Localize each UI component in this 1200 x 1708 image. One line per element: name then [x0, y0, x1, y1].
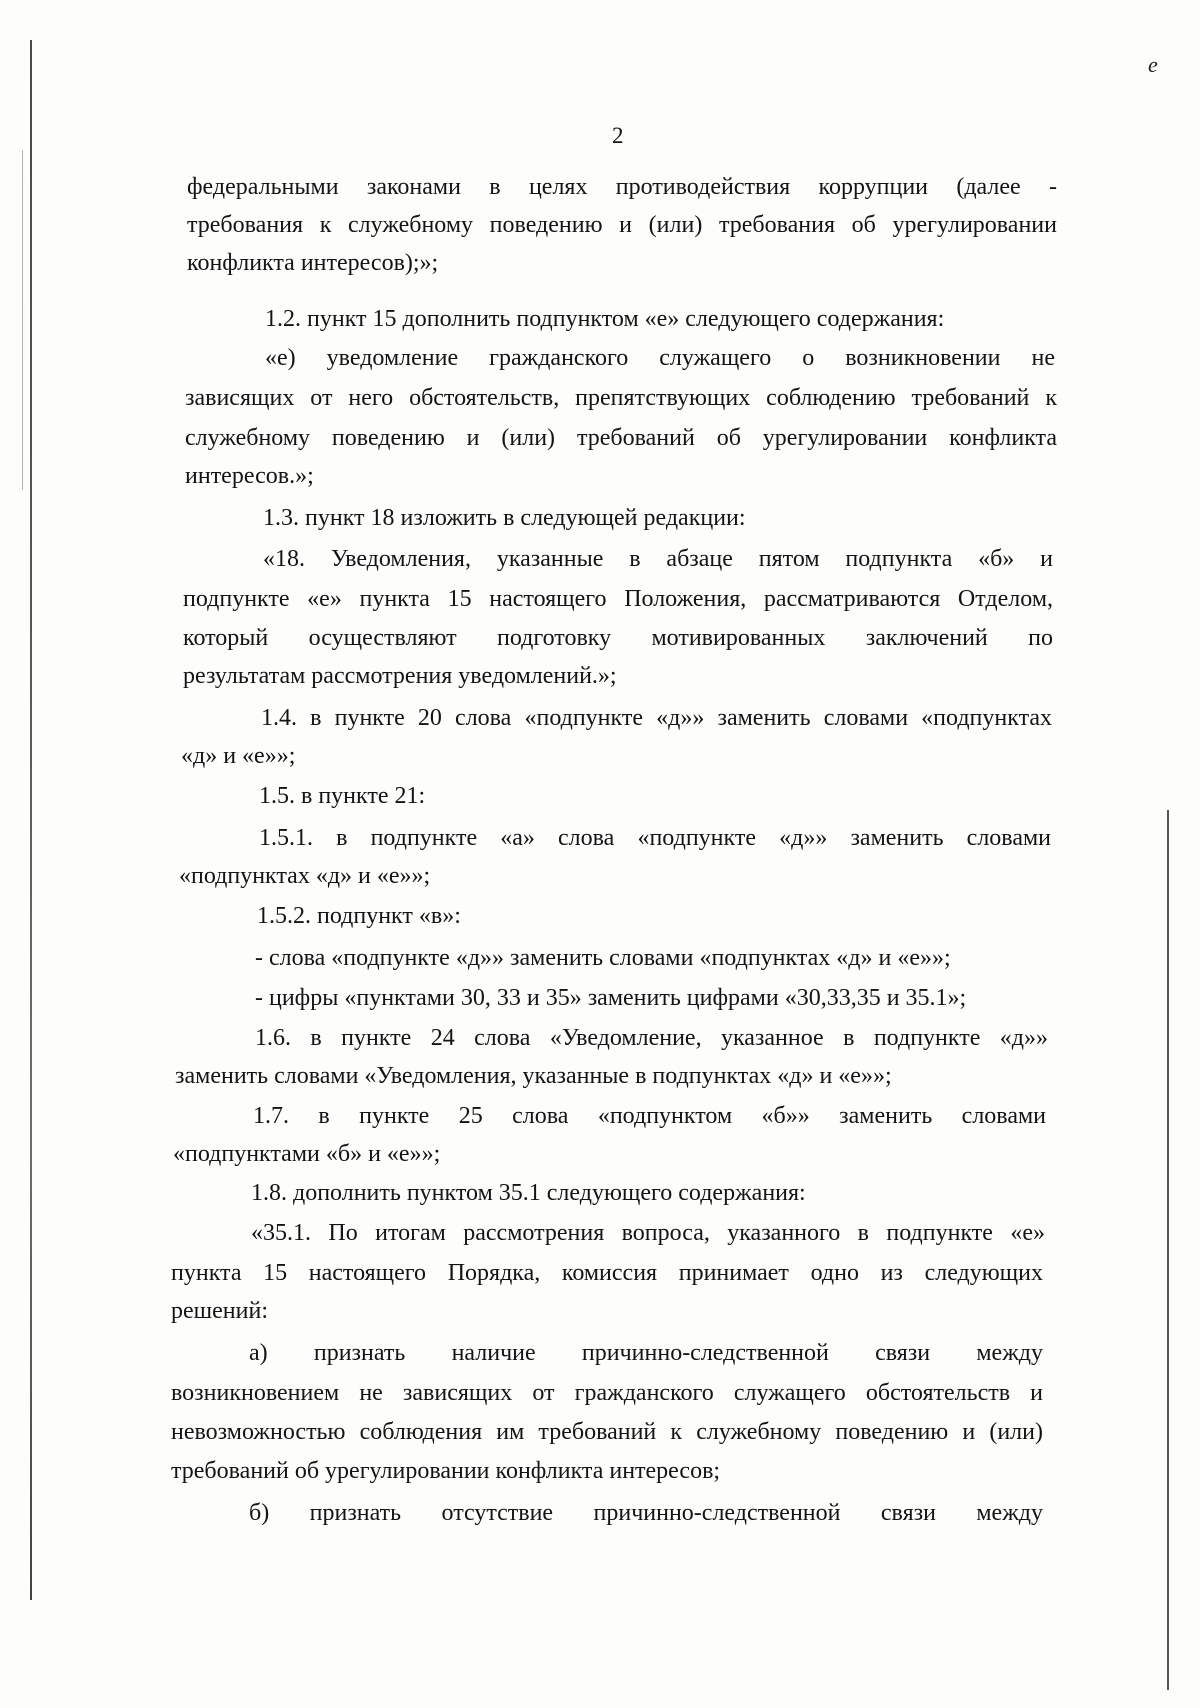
- text-line: «35.1. По итогам рассмотрения вопроса, указанного в подпункте «е»: [251, 1220, 1045, 1246]
- text-line: 1.7. в пункте 25 слова «подпунктом «б»» заменить словами: [253, 1103, 1046, 1129]
- text-line: требования к служебному поведению и (или) требования об урегулировании: [187, 212, 1057, 238]
- text-line: требований об урегулировании конфликта интересов;: [171, 1458, 721, 1484]
- page-number: 2: [612, 123, 624, 148]
- text-line: 1.5. в пункте 21:: [259, 783, 426, 809]
- scan-left-edge-artifact: [22, 150, 23, 490]
- text-line: 1.8. дополнить пунктом 35.1 следующего содержания:: [251, 1180, 806, 1206]
- text-line: 1.6. в пункте 24 слова «Уведомление, указанное в подпункте «д»»: [255, 1025, 1048, 1051]
- text-line: пункта 15 настоящего Порядка, комиссия принимает одно из следующих: [171, 1260, 1043, 1286]
- text-line: «подпунктах «д» и «е»»;: [179, 863, 431, 889]
- text-line: 1.2. пункт 15 дополнить подпунктом «е» следующего содержания:: [265, 306, 945, 332]
- text-line: который осуществляют подготовку мотивированных заключений по: [183, 625, 1053, 651]
- text-line: - цифры «пунктами 30, 33 и 35» заменить цифрами «30,33,35 и 35.1»;: [255, 985, 967, 1011]
- text-line: федеральными законами в целях противодействия коррупции (далее -: [187, 174, 1057, 200]
- text-line: невозможностью соблюдения им требований к служебному поведению и (или): [171, 1419, 1043, 1445]
- text-line: «подпунктами «б» и «е»»;: [173, 1141, 441, 1167]
- corner-mark: e: [1148, 52, 1158, 77]
- text-line: «е) уведомление гражданского служащего о возникновении не: [265, 345, 1055, 371]
- text-line: возникновением не зависящих от гражданского служащего обстоятельств и: [171, 1380, 1043, 1406]
- text-line: служебному поведению и (или) требований об урегулировании конфликта: [185, 425, 1057, 451]
- scan-left-edge-line: [30, 40, 32, 1600]
- text-line: конфликта интересов);»;: [187, 250, 439, 276]
- text-line: - слова «подпункте «д»» заменить словами «подпунктах «д» и «е»»;: [255, 945, 951, 971]
- text-line: 1.5.2. подпункт «в»:: [257, 903, 461, 929]
- text-line: «18. Уведомления, указанные в абзаце пятом подпункта «б» и: [263, 546, 1053, 572]
- text-line: интересов.»;: [185, 463, 314, 489]
- text-line: подпункте «е» пункта 15 настоящего Положения, рассматриваются Отделом,: [183, 586, 1053, 612]
- text-line: зависящих от него обстоятельств, препятствующих соблюдению требований к: [185, 385, 1057, 411]
- text-line: результатам рассмотрения уведомлений.»;: [183, 663, 617, 689]
- text-line: б) признать отсутствие причинно-следственной связи между: [249, 1500, 1043, 1526]
- text-line: а) признать наличие причинно-следственной связи между: [249, 1340, 1043, 1366]
- scan-right-edge-line: [1167, 810, 1169, 1690]
- text-line: заменить словами «Уведомления, указанные в подпунктах «д» и «е»»;: [175, 1063, 892, 1089]
- text-line: 1.4. в пункте 20 слова «подпункте «д»» заменить словами «подпунктах: [261, 705, 1052, 731]
- text-line: решений:: [171, 1298, 268, 1324]
- text-line: 1.3. пункт 18 изложить в следующей редакции:: [263, 505, 746, 531]
- text-line: «д» и «е»»;: [181, 743, 296, 769]
- text-line: 1.5.1. в подпункте «а» слова «подпункте «д»» заменить словами: [259, 825, 1051, 851]
